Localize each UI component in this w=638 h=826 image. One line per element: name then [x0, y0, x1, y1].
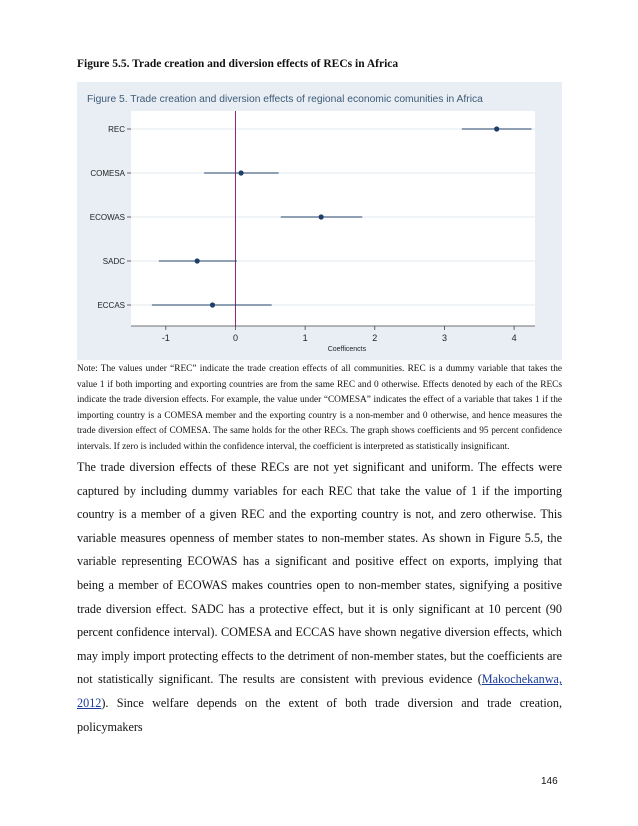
body-text-part2: ). Since welfare depends on the extent of both trade diversion and trade creation, policymakers: [77, 695, 562, 734]
point-sadc: [195, 258, 200, 263]
plot-area: [131, 111, 535, 326]
category-label-comesa: COMESA: [90, 169, 125, 178]
x-axis-title: Coefficencts: [327, 346, 367, 353]
point-eccas: [210, 302, 215, 307]
page-number: 146: [541, 776, 558, 787]
x-tick-label-2: 1: [302, 333, 308, 343]
figure-note: Note: The values under “REC” indicate the trade creation effects of all communities. REC is a dummy variable that takes the value 1 if both importing and exporting countries are from the same REC and 0 otherwise. Effects denoted by each of the RECs indicate the trade diversion effects. For example, the value under “COMESA” indicates the effect of a variable that takes 1 if the importing country is a COMESA member and the exporting country is a non-member and 0 otherwise, and hence measures the trade diversion effect of COMESA. The same holds for the other RECs. The graph shows coefficients and 95 percent confidence intervals. If zero is included within the confidence interval, the coefficient is interpreted as statistically insignificant.: [77, 364, 562, 452]
point-ecowas: [319, 214, 324, 219]
citation-link[interactable]: Makochekanwa, 2012: [77, 672, 562, 710]
point-rec: [494, 126, 499, 131]
x-tick-label-1: 0: [232, 333, 238, 343]
chart-title: Figure 5. Trade creation and diversion effects of regional economic comunities in Africa: [87, 94, 483, 105]
x-tick-label-0: -1: [161, 333, 170, 343]
body-paragraph: [77, 456, 562, 739]
x-tick-label-4: 3: [441, 333, 447, 343]
x-tick-label-3: 2: [372, 333, 378, 343]
category-label-rec: REC: [108, 125, 125, 134]
x-tick-label-5: 4: [511, 333, 517, 343]
category-label-eccas: ECCAS: [97, 301, 125, 310]
category-label-ecowas: ECOWAS: [89, 213, 125, 222]
point-comesa: [238, 170, 243, 175]
body-text-part1: The trade diversion effects of these RECs are not yet significant and uniform. The effects were captured by including dummy variables for each REC that take the value of 1 if the importing country is a member of a given REC and the exporting country is not, and zero otherwise. This variable measures openness of member states to non-member states. As shown in Figure 5.5, the variable representing ECOWAS has a significant and positive effect on exports, implying that being a member of ECOWAS makes countries open to non-member states, signifying a positive trade diversion effect. SADC has a protective effect, but it is only significant at 10 percent (90 percent confidence interval). COMESA and ECCAS have shown negative diversion effects, which may imply import protecting effects to the detriment of non-member states, but the coefficients are not statistically significant. The results are consistent with previous evidence (: [77, 460, 562, 687]
category-label-sadc: SADC: [102, 257, 125, 266]
coefficient-chart: [77, 82, 562, 360]
figure-title: Figure 5.5. Trade creation and diversion effects of RECs in Africa: [77, 58, 399, 70]
chart-canvas: [77, 82, 562, 360]
